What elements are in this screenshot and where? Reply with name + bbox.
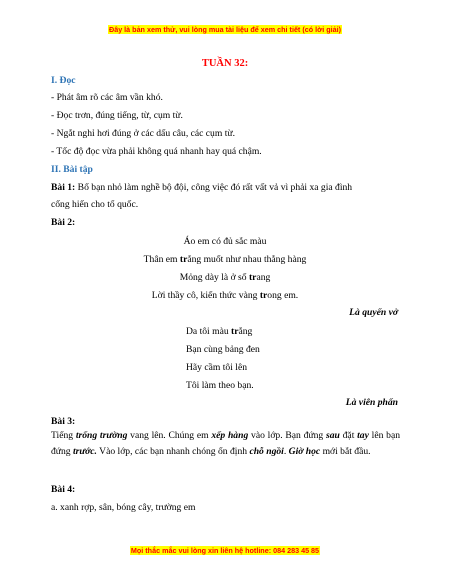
ex3-keyword-2: xếp hàng bbox=[211, 430, 249, 441]
poem1-line4-c: ong em. bbox=[267, 290, 299, 301]
preview-notice-text: Đây là bản xem thử, vui lòng mua tài liệu để xem chi tiết (có lời giải) bbox=[109, 25, 341, 34]
poem1-line3-tr: tr bbox=[248, 272, 257, 283]
poem1-line3 bbox=[0, 272, 450, 283]
contact-notice-banner bbox=[0, 546, 450, 555]
ex3-t1: Tiếng bbox=[51, 430, 76, 441]
poem1-answer: Là quyển vở bbox=[349, 307, 398, 318]
ex3-t6: Vào lớp, các bạn nhanh chóng ổn định bbox=[96, 446, 250, 457]
poem2-line2: Bạn cùng bảng đen bbox=[186, 344, 260, 355]
ex3-keyword-1: trống trường bbox=[75, 430, 128, 441]
reading-item-4: - Tốc độ đọc vừa phải không quá nhanh hay quá chậm. bbox=[51, 146, 262, 157]
poem2-line1-a: Da tôi màu bbox=[186, 326, 232, 337]
poem2-line3: Hãy cầm tôi lên bbox=[186, 362, 248, 373]
ex3-t2: vang lên. Chúng em bbox=[127, 430, 212, 441]
ex3-t7: . bbox=[283, 446, 289, 457]
ex3-keyword-6: chỗ ngồi bbox=[249, 446, 284, 457]
exercise-1 bbox=[51, 180, 398, 196]
reading-item-2: - Đọc trơn, đúng tiếng, từ, cụm từ. bbox=[51, 110, 183, 121]
poem2-line4: Tôi làm theo bạn. bbox=[186, 380, 254, 391]
preview-notice-banner bbox=[0, 25, 450, 34]
poem2-line1-c: ắng bbox=[238, 326, 253, 337]
exercise-4-label: Bài 4: bbox=[51, 484, 76, 495]
ex3-t5: lên bạn đứng bbox=[51, 430, 401, 457]
reading-item-1: - Phát âm rõ các âm vần khó. bbox=[51, 92, 163, 103]
ex3-t4: đặt bbox=[339, 430, 358, 441]
ex3-keyword-3: sau bbox=[325, 430, 340, 441]
poem1-line2 bbox=[0, 254, 450, 265]
ex3-t3: vào lớp. Bạn đứng bbox=[248, 430, 326, 441]
ex3-t8: mới bắt đầu. bbox=[320, 446, 371, 457]
page-title: TUẦN 32: bbox=[201, 58, 249, 69]
contact-notice-text: Mọi thắc mắc vui lòng xin liên hệ hotline: 084 283 45 85 bbox=[130, 546, 320, 555]
poem1-line3-c: ang bbox=[256, 272, 271, 283]
exercise-1-text-line2: cống hiến cho tổ quốc. bbox=[51, 199, 139, 210]
poem1-line4-a: Lời thầy cô, kiến thức vàng bbox=[151, 290, 260, 301]
poem1-line4 bbox=[0, 290, 450, 301]
exercise-4-text: a. xanh rợp, sân, bóng cây, trường em bbox=[51, 502, 196, 513]
poem1-line4-tr: tr bbox=[259, 290, 268, 301]
poem1-line1: Áo em có đủ sắc màu bbox=[183, 236, 267, 247]
exercise-2-label: Bài 2: bbox=[51, 217, 76, 228]
poem1-line2-c: ắng muốt như nhau thẳng hàng bbox=[187, 254, 307, 265]
exercise-1-label: Bài 1: bbox=[51, 182, 76, 193]
poem1-line3-a: Mỏng dày là ở số bbox=[179, 272, 249, 283]
exercise-3-text bbox=[51, 428, 400, 460]
poem2-answer: Là viên phấn bbox=[345, 397, 398, 408]
poem2-line1 bbox=[186, 326, 252, 337]
section-heading-exercises: II. Bài tập bbox=[51, 164, 93, 175]
poem2-line1-tr: tr bbox=[231, 326, 239, 337]
ex3-keyword-7: Giờ học bbox=[288, 446, 321, 457]
exercise-1-text-line1: Bố bạn nhỏ làm nghề bộ đội, công việc đó rất vất vả vì phải xa gia đình bbox=[77, 182, 353, 193]
reading-item-3: - Ngắt nghỉ hơi đúng ở các dấu câu, các cụm từ. bbox=[51, 128, 235, 139]
section-heading-reading: I. Đọc bbox=[51, 75, 76, 86]
ex3-keyword-4: tay bbox=[357, 430, 369, 441]
exercise-3-label: Bài 3: bbox=[51, 416, 76, 427]
ex3-keyword-5: trước. bbox=[73, 446, 97, 457]
poem1-line2-tr: tr bbox=[179, 254, 188, 265]
poem1-line2-a: Thân em bbox=[143, 254, 180, 265]
